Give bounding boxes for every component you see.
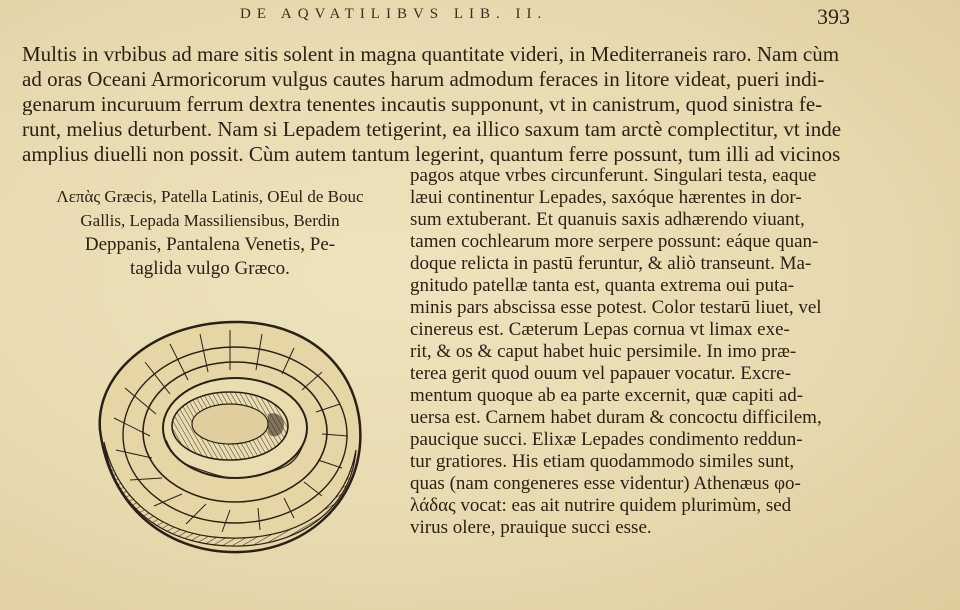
side-caption	[30, 186, 390, 280]
body-line: ad oras Oceani Armoricorum vulgus cautes harum admodum feraces in litore videat, pueri indi-	[22, 69, 825, 90]
column-line: cinereus est. Cæterum Lepas cornua vt limax exe-	[410, 320, 790, 340]
body-line: Multis in vrbibus ad mare sitis solent in magna quantitate videri, in Mediterraneis raro. Nam cùm	[22, 44, 840, 65]
column-line: mentum quoque ab ea parte excernit, quæ capiti ad-	[410, 386, 804, 406]
column-line: tamen cochlearum more serpere possunt: eáque quan-	[410, 232, 819, 252]
caption-line: Gallis, Lepada Massiliensibus, Berdin	[80, 211, 340, 230]
column-line: rit, & os & caput habet huic persimile. In imo præ-	[410, 342, 797, 362]
column-line: tur gratiores. His etiam quodammodo similes sunt,	[410, 452, 795, 472]
column-line: paucique succi. Elixæ Lepades condimento reddun-	[410, 430, 803, 450]
column-line: doque relicta in pastū feruntur, & aliò transeunt. Ma-	[410, 254, 812, 274]
column-line: gnitudo patellæ tanta est, quanta extrema oui puta-	[410, 276, 795, 296]
limpet-shell-woodcut-icon	[90, 310, 370, 560]
caption-line: taglida vulgo Græco.	[130, 258, 290, 279]
column-line: minis pars abscissa esse potest. Color testarū liuet, vel	[410, 298, 822, 318]
caption-line: Λεπὰς Græcis, Patella Latinis, OEul de Bouc	[56, 187, 364, 206]
running-title: DE AQVATILIBVS LIB. II.	[240, 6, 548, 22]
column-line: virus olere, prauique succi esse.	[410, 518, 652, 538]
column-line: uersa est. Carnem habet duram & concoctu difficilem,	[410, 408, 822, 428]
column-line: quas (nam congeneres esse videntur) Athenæus φο-	[410, 474, 801, 494]
column-line: λάδας vocat: eas ait nutrire quidem plurimùm, sed	[410, 496, 792, 516]
column-line: sum extuberant. Et quanuis saxis adhærendo viuant,	[410, 210, 805, 230]
column-line: læui continentur Lepades, saxóque hærentes in dor-	[410, 188, 802, 208]
page-number: 393	[817, 4, 850, 29]
caption-line: Deppanis, Pantalena Venetis, Pe-	[84, 234, 336, 255]
column-line: terea gerit quod ouum vel papauer vocatur. Excre-	[410, 364, 791, 384]
column-line: pagos atque vrbes circunferunt. Singulari testa, eaque	[410, 166, 817, 186]
body-line: genarum incuruum ferrum dextra tenentes incautis supponunt, vt in canistrum, quod sinistra fe-	[22, 94, 823, 115]
body-line: runt, melius deturbent. Nam si Lepadem tetigerint, ea illico saxum tam arctè complectitur, vt inde	[22, 119, 842, 140]
body-line: amplius diuelli non possit. Cùm autem tantum legerint, quantum ferre possunt, tum illi ad vicinos	[22, 144, 841, 165]
